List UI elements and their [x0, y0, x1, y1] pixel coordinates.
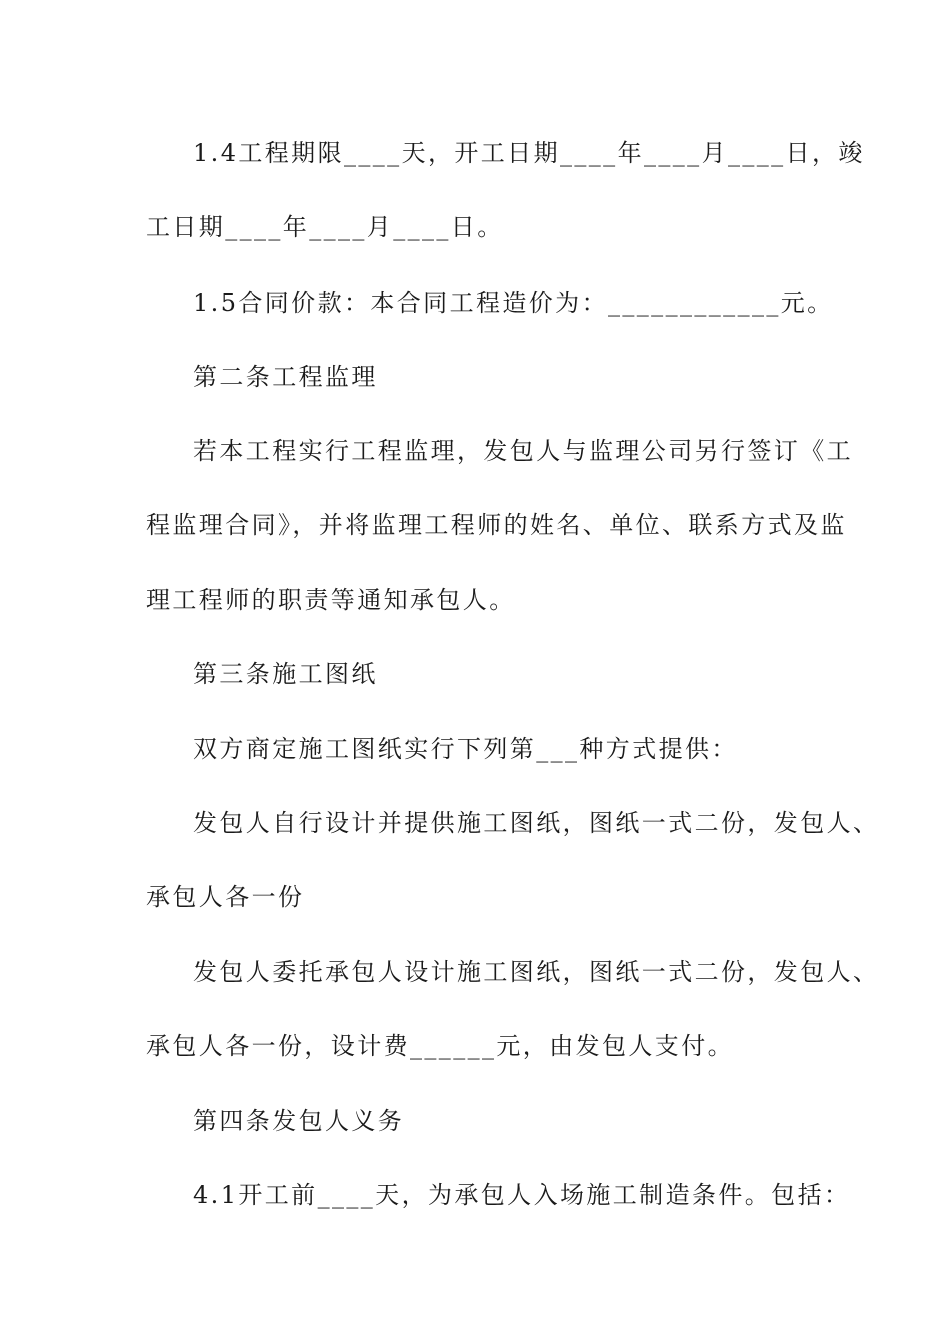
article-3-heading: 第三条施工图纸 — [193, 660, 378, 688]
article-4-heading: 第四条发包人义务 — [193, 1107, 405, 1135]
article-2-para-line-2: 程监理合同》，并将监理工程师的姓名、单位、联系方式及监 — [146, 511, 847, 539]
clause-4-1: 4.1开工前____天，为承包人入场施工制造条件。包括： — [193, 1181, 851, 1209]
article-2-para-line-3: 理工程师的职责等通知承包人。 — [146, 586, 516, 614]
clause-1-4-line-1: 1.4工程期限____天，开工日期____年____月____日，竣 — [193, 139, 865, 167]
article-3-option-2-line-1: 发包人委托承包人设计施工图纸，图纸一式二份，发包人、 — [193, 958, 880, 986]
article-3-intro: 双方商定施工图纸实行下列第___种方式提供： — [193, 735, 738, 763]
article-3-option-2-line-2: 承包人各一份，设计费______元，由发包人支付。 — [146, 1032, 734, 1060]
article-2-heading: 第二条工程监理 — [193, 363, 378, 391]
article-2-para-line-1: 若本工程实行工程监理，发包人与监理公司另行签订《工 — [193, 437, 853, 465]
clause-1-4-line-2: 工日期____年____月____日。 — [146, 213, 504, 241]
article-3-option-1-line-1: 发包人自行设计并提供施工图纸，图纸一式二份，发包人、 — [193, 809, 880, 837]
clause-1-5: 1.5合同价款：本合同工程造价为：____________元。 — [193, 289, 834, 317]
article-3-option-1-line-2: 承包人各一份 — [146, 883, 305, 911]
